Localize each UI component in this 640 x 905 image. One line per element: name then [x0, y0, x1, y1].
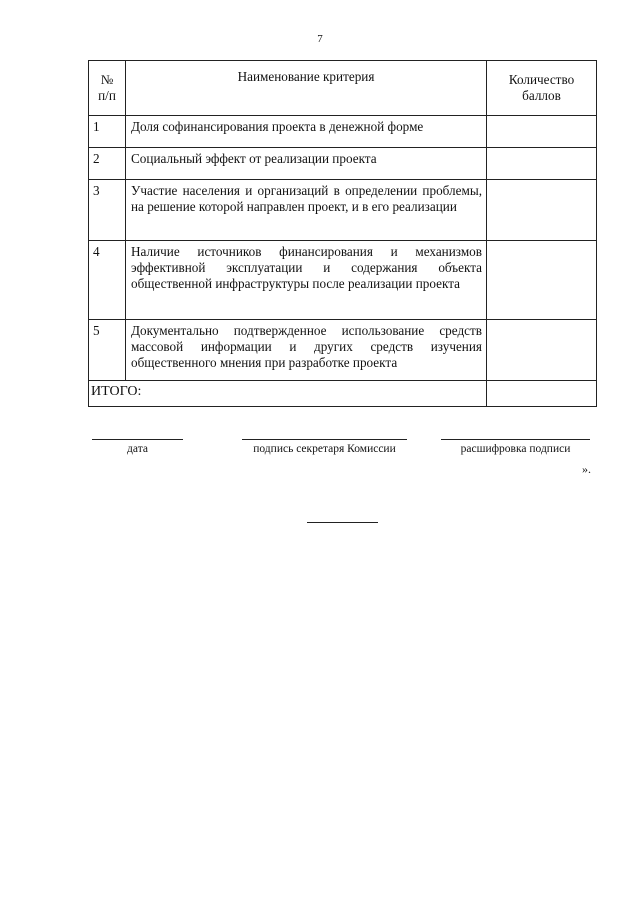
header-score: Количество баллов: [487, 61, 597, 116]
row-number: 4: [89, 241, 126, 320]
criterion-name: Участие населения и организаций в определении проблемы, на решение которой направлен проект, и в его реализации: [126, 180, 487, 241]
header-criterion-name: Наименование критерия: [126, 61, 487, 116]
end-rule: [307, 522, 378, 523]
criterion-name: Социальный эффект от реализации проекта: [126, 148, 487, 180]
date-caption: дата: [127, 443, 148, 455]
header-number: № п/п: [89, 61, 126, 116]
row-number: 5: [89, 320, 126, 381]
score-cell[interactable]: [487, 320, 597, 381]
closing-quote: ».: [582, 462, 591, 476]
table-row: [89, 116, 597, 148]
decoding-signature-line[interactable]: [441, 439, 590, 440]
date-signature-line[interactable]: [92, 439, 183, 440]
total-row: [89, 381, 597, 407]
score-cell[interactable]: [487, 148, 597, 180]
secretary-signature-line[interactable]: [242, 439, 407, 440]
table-row: [89, 148, 597, 180]
table-row: [89, 320, 597, 381]
total-label: ИТОГО:: [89, 381, 487, 407]
table-row: [89, 180, 597, 241]
row-number: 1: [89, 116, 126, 148]
table-row: [89, 241, 597, 320]
criterion-name: Доля софинансирования проекта в денежной форме: [126, 116, 487, 148]
score-cell[interactable]: [487, 180, 597, 241]
page-number: 7: [317, 33, 323, 45]
criterion-name: Наличие источников финансирования и механизмов эффективной эксплуатации и содержания объекта общественной инфраструктуры после реализации проекта: [126, 241, 487, 320]
row-number: 2: [89, 148, 126, 180]
criterion-name: Документально подтвержденное использование средств массовой информации и других средств изучения общественного мнения при разработке проекта: [126, 320, 487, 381]
criteria-table: [88, 60, 597, 407]
secretary-caption: подпись секретаря Комиссии: [253, 443, 396, 455]
total-score-cell[interactable]: [487, 381, 597, 407]
decoding-caption: расшифровка подписи: [460, 443, 571, 455]
table-header-row: [89, 61, 597, 116]
score-cell[interactable]: [487, 116, 597, 148]
row-number: 3: [89, 180, 126, 241]
score-cell[interactable]: [487, 241, 597, 320]
